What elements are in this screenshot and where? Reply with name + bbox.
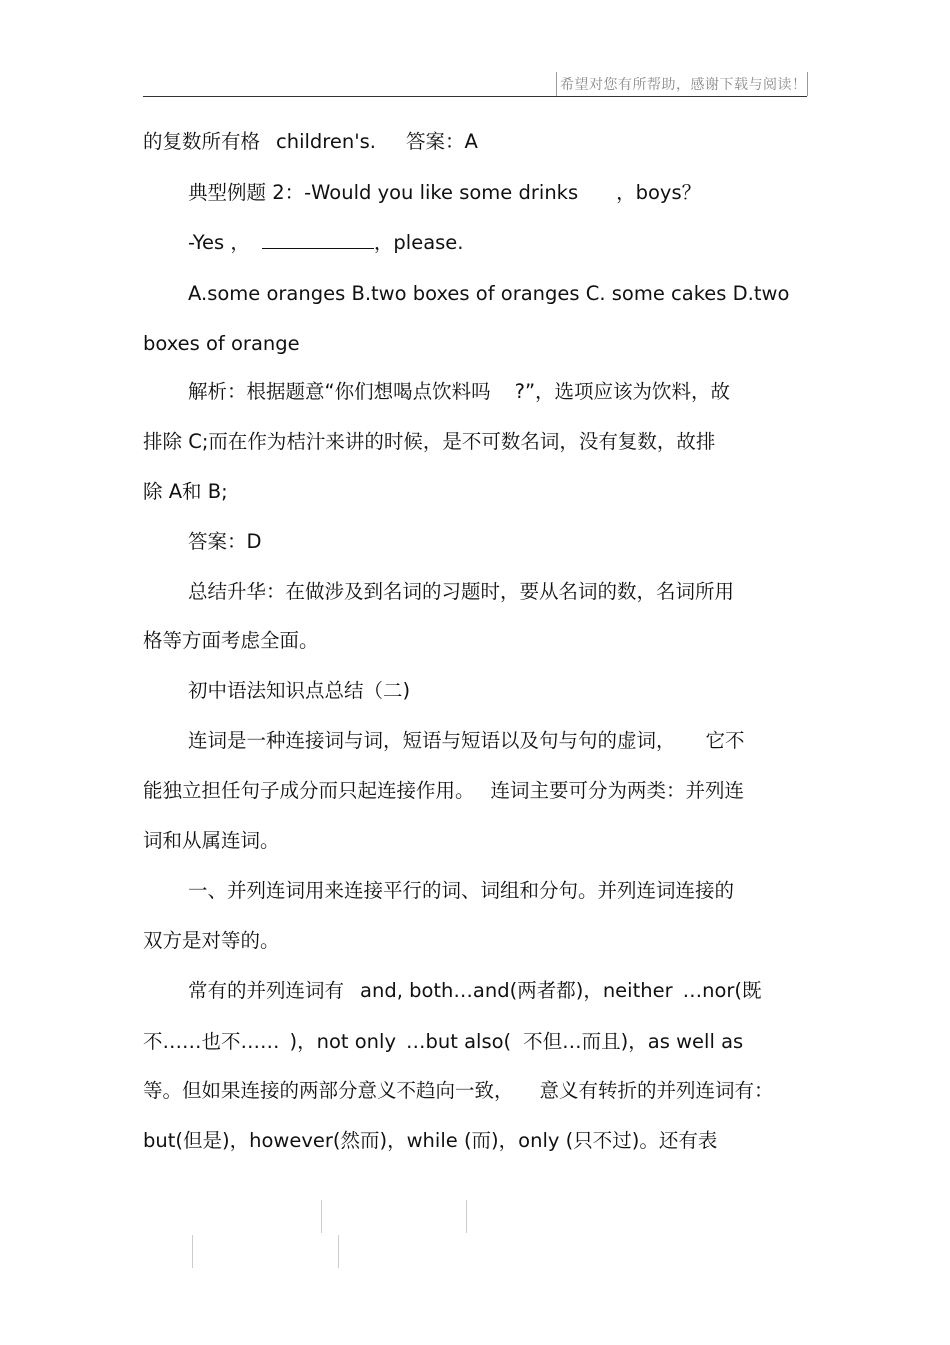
text-line-11: 格等方面考虑全面。 xyxy=(143,629,319,652)
text-line-6 xyxy=(188,380,730,404)
text-segment: 不……也不…… xyxy=(143,1030,280,1053)
text-segment: 的复数所有格 xyxy=(143,130,261,153)
text-line-15: 词和从属连词。 xyxy=(143,829,280,852)
scan-artifact-line xyxy=(192,1235,193,1268)
section-heading: 初中语法知识点总结（二) xyxy=(188,679,411,702)
text-segment: children's. xyxy=(276,130,376,153)
text-line-10: 总结升华：在做涉及到名词的习题时，要从名词的数，名词所用 xyxy=(188,580,735,603)
text-segment: ?”，选项应该为饮料，故 xyxy=(514,380,731,403)
example-question: 典型例题 2：-Would you like some drinks xyxy=(188,181,579,204)
text-segment: 解析：根据题意“你们想喝点饮料吗 xyxy=(188,380,491,403)
text-line-7: 排除 C;而在作为桔汁来讲的时候，是不可数名词，没有复数，故排 xyxy=(143,430,716,453)
text-line-1 xyxy=(143,130,478,154)
text-segment: 能独立担任句子成分而只起连接作用。 xyxy=(143,779,475,802)
text-line-3 xyxy=(188,231,464,255)
text-segment: -Yes ， xyxy=(188,231,250,254)
text-line-14 xyxy=(143,779,744,803)
scan-artifact-line xyxy=(466,1200,467,1233)
text-segment: 连词主要可分为两类：并列连 xyxy=(490,779,745,802)
text-line-4: A.some oranges B.two boxes of oranges C. some cakes D.two xyxy=(188,282,790,305)
text-line-19 xyxy=(143,1030,743,1054)
text-line-18 xyxy=(188,979,762,1003)
text-segment: …nor(既 xyxy=(682,979,762,1002)
text-line-21: but(但是)，however(然而)，while (而)，only (只不过)。还有表 xyxy=(143,1129,718,1152)
text-segment: 意义有转折的并列连词有： xyxy=(539,1079,774,1102)
header-rule xyxy=(143,96,807,97)
text-line-20 xyxy=(143,1079,774,1103)
text-segment: 常有的并列连词有 xyxy=(188,979,345,1002)
text-segment: 不但…而且)，as well as xyxy=(523,1030,744,1053)
text-line-9: 答案：D xyxy=(188,530,262,553)
text-line-5: boxes of orange xyxy=(143,332,300,355)
text-segment: )，not only xyxy=(289,1030,397,1053)
text-line-16: 一、并列连词用来连接平行的词、词组和分句。并列连词连接的 xyxy=(188,879,735,902)
text-segment: 等。但如果连接的两部分意义不趋向一致， xyxy=(143,1079,514,1102)
text-line-13 xyxy=(188,729,745,753)
text-segment: 连词是一种连接词与词，短语与短语以及句与句的虚词， xyxy=(188,729,676,752)
text-segment: ，boys？ xyxy=(616,181,702,204)
text-segment: …but also( xyxy=(406,1030,512,1053)
text-segment: and, both…and(两者都)，neither xyxy=(360,979,673,1002)
header-note: 希望对您有所帮助，感谢下载与阅读！ xyxy=(560,77,807,93)
text-line-17: 双方是对等的。 xyxy=(143,929,280,952)
answer-label: 答案：A xyxy=(405,130,478,153)
answer-blank xyxy=(262,232,374,249)
text-line-8: 除 A和 B; xyxy=(143,480,228,503)
scan-artifact-line xyxy=(338,1235,339,1268)
text-segment: 它不 xyxy=(705,729,745,752)
text-line-2 xyxy=(188,181,701,205)
text-segment: ，please. xyxy=(373,231,464,254)
scan-artifact-line xyxy=(321,1200,322,1233)
